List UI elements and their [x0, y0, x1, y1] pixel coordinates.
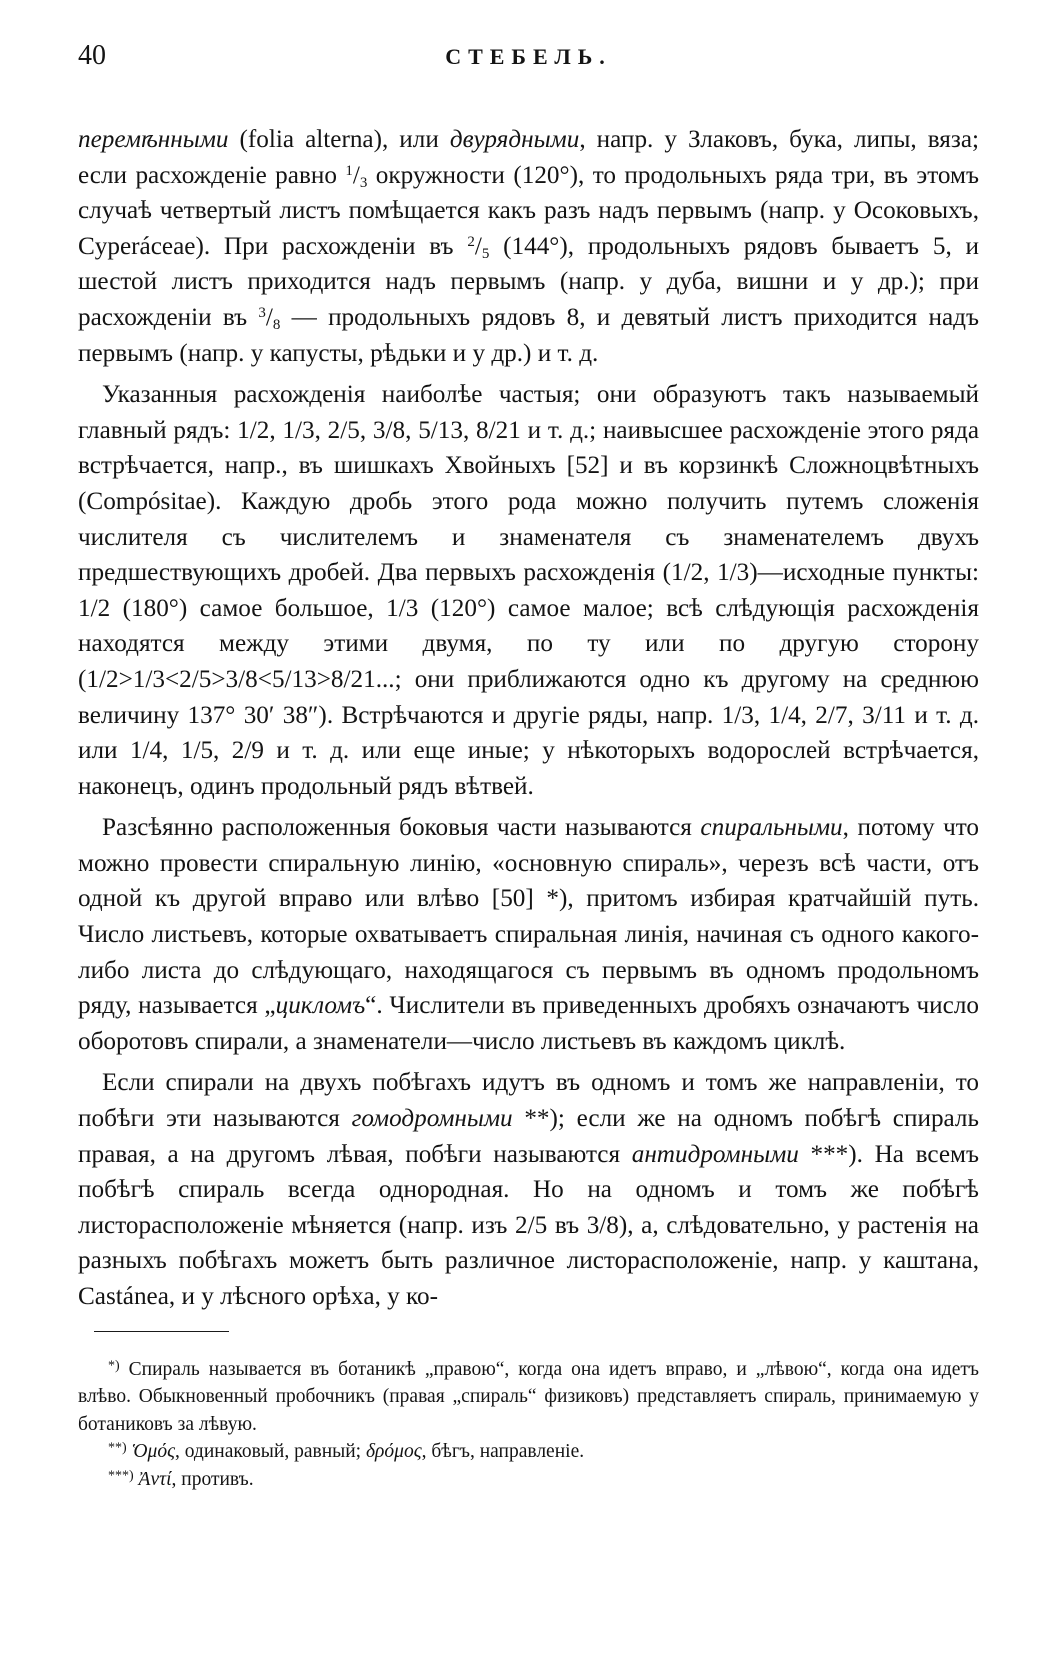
greek-word: Ὁμός [131, 1441, 175, 1463]
page-body [78, 122, 979, 1315]
greek-word: Ἀντί [138, 1468, 172, 1490]
term-alternate: перемѣнными [78, 126, 229, 153]
fraction-den: 5 [481, 245, 490, 262]
fraction: 1/2 [78, 594, 111, 622]
fraction-num: 2 [467, 233, 475, 250]
term-cycle: цикломъ [275, 992, 366, 1020]
fraction-series: 1/2, 1/3 [671, 559, 750, 587]
fraction-num: 1 [345, 162, 353, 179]
fraction-series: 1/2, 1/3, 2/5, 3/8, 5/13, 8/21 [237, 416, 521, 444]
running-title: СТЕБЕЛЬ. [445, 44, 612, 69]
footnotes [78, 1356, 979, 1494]
footnote-2: **) Ὁμός, одинаковый, равный; δρόμος, бѣгъ, направленіе. [108, 1440, 585, 1463]
paragraph-3: Разсѣянно расположенныя боковыя части называются спиральными, потому что можно провести спиральную линію, «основную спираль», черезъ всѣ части, отъ одной къ другой вправо или влѣво [50] *), притомъ избирая кратчайшій путь. Число листьевъ, которые охватываетъ спиральная линія, начиная съ одного какого-либо листа до слѣдующаго, находящагося съ первымъ въ одномъ продольномъ ряду, называется „цикломъ“. Числители въ приведенныхъ дробяхъ означаютъ число оборотовъ спирали, а знаменатели—число листьевъ въ каждомъ циклѣ. [78, 814, 980, 1055]
term-homodromous: гомодромными [351, 1105, 513, 1133]
page-header [78, 40, 979, 88]
footnote-divider [94, 1331, 229, 1332]
paragraph-4: Если спирали на двухъ побѣгахъ идутъ въ одномъ и томъ же направленіи, то побѣги эти называются гомодромными **); если же на одномъ побѣгѣ спираль правая, а на другомъ лѣвая, побѣги называются антидромными ***). На всемъ побѣгѣ спираль всегда однородная. Но на одномъ и томъ же побѣгѣ листорасположеніе мѣняется (напр. изъ 2/5 въ 3/8), а, слѣдовательно, у растенія на разныхъ побѣгахъ можетъ быть различное листорасположеніе, напр. у каштана, Castánea, и у лѣсного орѣха, у ко- [78, 1069, 979, 1310]
footnote-mark: ***) [108, 1468, 134, 1483]
fraction-series: 1/3, 1/4, 2/7, 3/11 [721, 701, 906, 729]
term-two-rowed: двурядными [449, 126, 580, 153]
fraction-den: 8 [272, 316, 281, 333]
fraction-den: 3 [359, 174, 368, 191]
fraction: 3/8 [586, 1211, 619, 1239]
fraction: 2/5 [515, 1211, 548, 1239]
fraction-num: 3 [258, 304, 266, 321]
footnote-mark: *) [108, 1358, 120, 1373]
fraction: 1/3 [386, 594, 419, 622]
footnote-3: ***) Ἀντί, противъ. [108, 1468, 254, 1490]
paragraph-1: перемѣнными (folia alterna), или двурядными, напр. у Злаковъ, бука, липы, вяза; если расхожденіе равно $^1/_3$ окружности (120°), то продольныхъ ряда три, въ этомъ случаѣ четвертый листъ помѣщается какъ разъ надъ первымъ (напр. у Осоковыхъ, Cyperáceae). При расхожденіи въ $^2/_5$ (144°), продольныхъ рядовъ бываетъ 5, и шестой листъ приходится надъ первымъ (напр. у дуба, вишни и у др.); при расхожденіи въ $^3/_8$ — продольныхъ рядовъ 8, и девятый листъ приходится надъ первымъ (напр. у капусты, рѣдьки и у др.) и т. д. [78, 126, 979, 367]
term-antidromous: антидромными [631, 1140, 799, 1168]
term-spiral: спиральными [700, 814, 843, 842]
page-number: 40 [78, 40, 106, 71]
fraction-inequality: 1/2>1/3<2/5>3/8<5/13>8/21... [86, 665, 395, 693]
fraction-series: 1/4, 1/5, 2/9 [129, 737, 264, 765]
greek-word: δρόμος [365, 1441, 422, 1463]
footnote-mark: **) [108, 1440, 127, 1456]
paragraph-2: Указанныя расхожденія наиболѣе частыя; они образуютъ такъ называемый главный рядъ: 1/2, 1/3, 2/5, 3/8, 5/13, 8/21 и т. д.; наивысшее расхожденіе этого ряда встрѣчается, напр., въ шишкахъ Хвойныхъ [52] и въ корзинкѣ Сложноцвѣтныхъ (Compósitae). Каждую дробь этого рода можно получить путемъ сложенія числителя съ числителемъ и знаменателя съ знаменателемъ двухъ предшествующихъ дробей. Два первыхъ расхожденія (1/2, 1/3)—исходные пункты: 1/2 (180°) самое большое, 1/3 (120°) самое малое; всѣ слѣдующія расхожденія находятся между этими двумя, по ту или по другую сторону (1/2>1/3<2/5>3/8<5/13>8/21...; они приближаются одно къ другому на среднюю величину 137° 30′ 38″). Встрѣчаются и другіе ряды, напр. 1/3, 1/4, 2/7, 3/11 и т. д. или 1/4, 1/5, 2/9 и т. д. или еще иные; у нѣкоторыхъ водорослей встрѣчается, наконецъ, одинъ продольный рядъ вѣтвей. [78, 381, 980, 800]
footnote-1: *) Спираль называется въ ботаникѣ „правою“, когда она идетъ вправо, и „лѣвою“, когда она идетъ влѣво. Обыкновенный пробочникъ (правая „спираль“ физиковъ) представляетъ спираль, принимаемую у ботаниковъ за лѣвую. [78, 1358, 979, 1435]
